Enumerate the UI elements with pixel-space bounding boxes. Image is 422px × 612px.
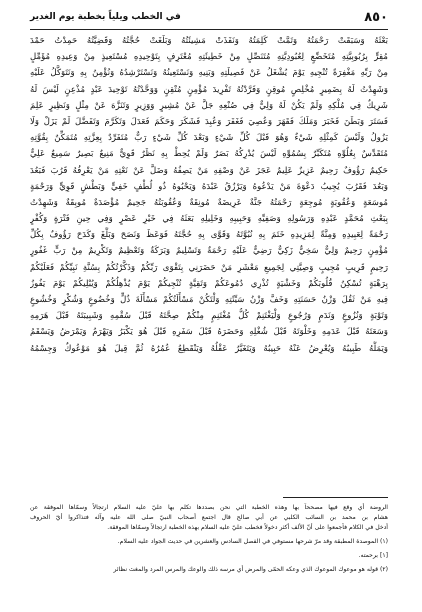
text-line: فِيهِ مَنْ ثَقُلَ وَزْنُ حَسَنَتِهِ وَخَفَّ وَزْنُ سَيِّئَتِهِ وَلْتَكُنْ مَسْأَلَتُكُمْ مَسْأَلَةَ ذُلٍّ وَخُضُوعٍ وَشُكْرٍ وَخُشُوعٍ — [30, 295, 388, 305]
footnote-variant-1: [١] برحمته. — [358, 552, 388, 559]
text-line: وَسَعَتَهُ قَبْلَ عَدَمِهِ وَخَلْوَتَهُ قَبْلَ شُغْلِهِ وَحَضَرَهُ قَبْلَ سَفَرِهِ قَبْلَ هُوَ يَكْبَرُ وَيَهْرَمُ وَيَمْرَضُ وَيَسْقَمُ — [30, 327, 388, 338]
text-line: فَسَتَرَ وَبَطَنَ فَخَبَرَ وَمَلَكَ فَقَهَرَ وَعُصِيَ فَغَفَرَ وَعُبِدَ فَشَكَرَ وَحَكَمَ فَعَدَلَ وَتَكَرَّمَ وَتَفَضَّلَ لَمْ يَزَلْ وَلَا — [30, 116, 388, 127]
sermon-text — [30, 33, 388, 357]
footnote-separator — [283, 497, 388, 498]
text-line: رَحِيمٍ قَرِيبٍ مُجِيبٍ وَصِيَّتِي لِجَمِيعِ مَعْشَرِ مَنْ حَضَرَنِي بِتَقْوَى رَبِّكُمْ وَذَكَّرْتُكُمْ بِسُنَّةِ نَبِيِّكُمْ فَعَلَيْكُمْ — [30, 262, 388, 273]
text-line: بِبَعْثِ مُحَمَّدٍ عَبْدِهِ وَرَسُولِهِ وَصَفِيِّهِ وَحَبِيبِهِ وَخَلِيلِهِ بَعَثَهُ فِي خَيْرِ عَصْرٍ وَفِي حِينِ فَتْرَةٍ وَكُفْرٍ — [30, 214, 388, 225]
text-line: شَرِيكٌ فِي مُلْكِهِ وَلَمْ يَكُنْ لَهُ وَلِيٌّ فِي صُنْعِهِ جَلَّ عَنْ مُشِيرٍ وَوَزِيرٍ وَتَنَزَّهَ عَنْ مِثْلٍ وَنَظِيرٍ عَلِمَ — [30, 100, 388, 111]
footnotes — [30, 503, 388, 575]
text-line: حَكِيمٌ رَؤُوفٌ رَحِيمٌ عَزِيزٌ عَلِيمٌ عَجَزَ عَنْ وَصْفِهِ مَنْ يَصِفُهُ وَضَلَّ عَنْ نَعْتِهِ مَنْ يَعْرِفُهُ قَرُبَ فَبَعُدَ — [30, 165, 388, 176]
text-line: وَيَمَلُّهُ طَبِيبُهُ وَيُعْرِضُ عَنْهُ حَبِيبُهُ وَيَتَغَيَّرُ عَقْلُهُ وَيَنْقَطِعُ عُمُرُهُ ثُمَّ قِيلَ هُوَ مَوْعُوكٌ وَجِسْمُهُ — [30, 343, 388, 354]
text-line: رَحْمَةً لِعَبِيدِهِ وَمِنَّةً لِمَزِيدِهِ خَتَمَ بِهِ نُبُوَّتَهُ وَقَوَّى بِهِ حُجَّتَهُ فَوَعَظَ وَنَصَحَ وَبَلَّغَ وَكَدَحَ رَؤُوفٌ بِكُلِّ — [30, 230, 388, 241]
footnote-2: (٢) قوله هو موعوك الموعوك الذي وعكه الحمّى والمرض أي مرسه ذلك والوعك والمرس المرد والمغث نظائر — [113, 566, 388, 573]
text-line: وَبَعُدَ فَقَرُبَ يُجِيبُ دَعْوَةَ مَنْ يَدْعُوهُ وَيَرْزُقُ عَبْدَهُ وَيَحْبُوهُ ذُو لُطْفٍ خَفِيٍّ وَبَطْشٍ قَوِيٍّ وَرَحْمَةٍ — [30, 181, 388, 192]
text-line: وَتَوْبَةٍ وَنُزُوعٍ وَنَدَمٍ وَرُجُوعٍ وَلْيَغْتَنِمْ كُلُّ مُغْتَنِمٍ مِنْكُمْ صِحَّتَهُ قَبْلَ سُقْمِهِ وَشَبِيبَتَهُ قَبْلَ هَرَمِهِ — [30, 311, 388, 322]
footnote-intro-line: أدخل في الكلام فأجمعوا على أنّ الألف أكثر دخولاً فخطب عليّ عليه السلام بهذه الخطبة ارتجالاً وسمّاها الموفقة. — [107, 524, 388, 531]
footnote-1: (١) الموصدة المطبقة وقد مرّ شرحها مستوفي في الفصل السادس والعشرين في حديث الجواد عليه السلام. — [117, 538, 388, 545]
text-line: يَزُولُ وَلَيْسَ كَمِثْلِهِ شَيْءٌ وَهُوَ قَبْلَ كُلِّ شَيْءٍ وَبَعْدَ كُلِّ شَيْءٍ رَبٌّ مُتَفَرِّدٌ بِعِزَّتِهِ مُتَمَكِّنٌ بِقُوَّتِهِ — [30, 133, 388, 144]
text-line: وَشَهِدْتُ لَهُ بِضَمِيرٍ مُخْلِصٍ مُوقِنٍ وَفَرَّدْتُهُ تَفْرِيدَ مُؤْمِنٍ مُتْقِنٍ وَوَحَّدْتُهُ تَوْحِيدَ عَبْدٍ مُذْعِنٍ لَيْسَ لَهُ — [30, 84, 388, 95]
running-title: في الخطب ويلياً بخطبة يوم الغدير — [30, 12, 181, 22]
text-line: مُؤْمِنٍ رَحِيمٌ وَلِيٌّ سَخِيٌّ زَكِيٌّ رَضِيٌّ عَلَيْهِ رَحْمَةٌ وَتَسْلِيمٌ وَبَرَكَةٌ وَتَعْظِيمٌ وَتَكْرِيمٌ مِنْ رَبٍّ غَفُورٍ — [30, 246, 388, 257]
text-line: مِنْ رَبِّهِ مَغْفِرَةً تُنْجِيهِ يَوْمَ يُشْغَلُ عَنْ فَصِيلَتِهِ وَبَنِيهِ وَنَسْتَعِينُهُ وَنَسْتَرْشِدُهُ وَنُؤْمِنُ بِهِ وَنَتَوَكَّلُ عَلَيْهِ — [30, 68, 388, 79]
text-line: مُتَقَدِّسٌ بِعُلُوِّهِ مُتَكَبِّرٌ بِسُمُوِّهِ لَيْسَ يُدْرِكُهُ بَصَرٌ وَلَمْ يُحِطْ بِهِ نَظَرٌ قَوِيٌّ مَنِيعٌ بَصِيرٌ سَمِيعٌ عَلِيٌّ — [30, 149, 388, 160]
page-header — [30, 8, 388, 26]
text-line: بِرَهْبَةٍ تُسْكِنُ قُلُوبَكُمْ وَخَشْيَةٍ تُذْرِي دُمُوعَكُمْ وَتَقِيَّةٍ تُنْجِيكُمْ يَوْمَ يُذْهِلُكُمْ وَيُبْلِيكُمْ يَوْمَ يَفُوزُ — [30, 278, 388, 289]
text-line: مُقِرٍّ بِرُبُوبِيَّتِهِ مُتَخَضِّعٍ لِعُبُودِيَّتِهِ مُتَنَصِّلٍ مِنْ خَطِيئَتِهِ مُعْتَرِفٍ بِتَوْحِيدِهِ مُسْتَعِيذٍ مِنْ وَعِيدِهِ مُؤَمِّلٍ — [30, 52, 388, 63]
header-rule — [30, 29, 388, 30]
text-line: مُوسَعَةٍ وَعُقُوبَةٍ مُوجِعَةٍ رَحْمَتُهُ جَنَّةٌ عَرِيضَةٌ مُونِقَةٌ وَعُقُوبَتُهُ جَحِيمٌ مُؤْصَدَةٌ مُوبِقَةٌ وَشَهِدْتُ — [30, 197, 388, 208]
text-line: بَعْثَهُ وَسَبَقَتْ رَحْمَتُهُ وَتَمَّتْ كَلِمَتُهُ وَنَفَذَتْ مَشِيئَتُهُ وَبَلَغَتْ حُجَّتُهُ وَقَضِيَّتُهُ حَمِدْتُ حَمْدَ — [30, 36, 388, 46]
footnote-intro-line: هشام بن محمد بن السائب الكلبي عن أبي صالح قال اجتمع أصحاب النبيّ صلى الله عليه وآله فتذاكروا أيّ الحروف — [30, 514, 388, 521]
page-number: ٨٥٠ — [364, 9, 388, 25]
footnote-intro-line: الروضة أي وقع فيها مصححاً بها وهذه الخطبة التي نحن بصددها تكلم بها عليّ عليه السلام ارتجالاً وسمّاها الموفقة عن — [30, 504, 388, 511]
